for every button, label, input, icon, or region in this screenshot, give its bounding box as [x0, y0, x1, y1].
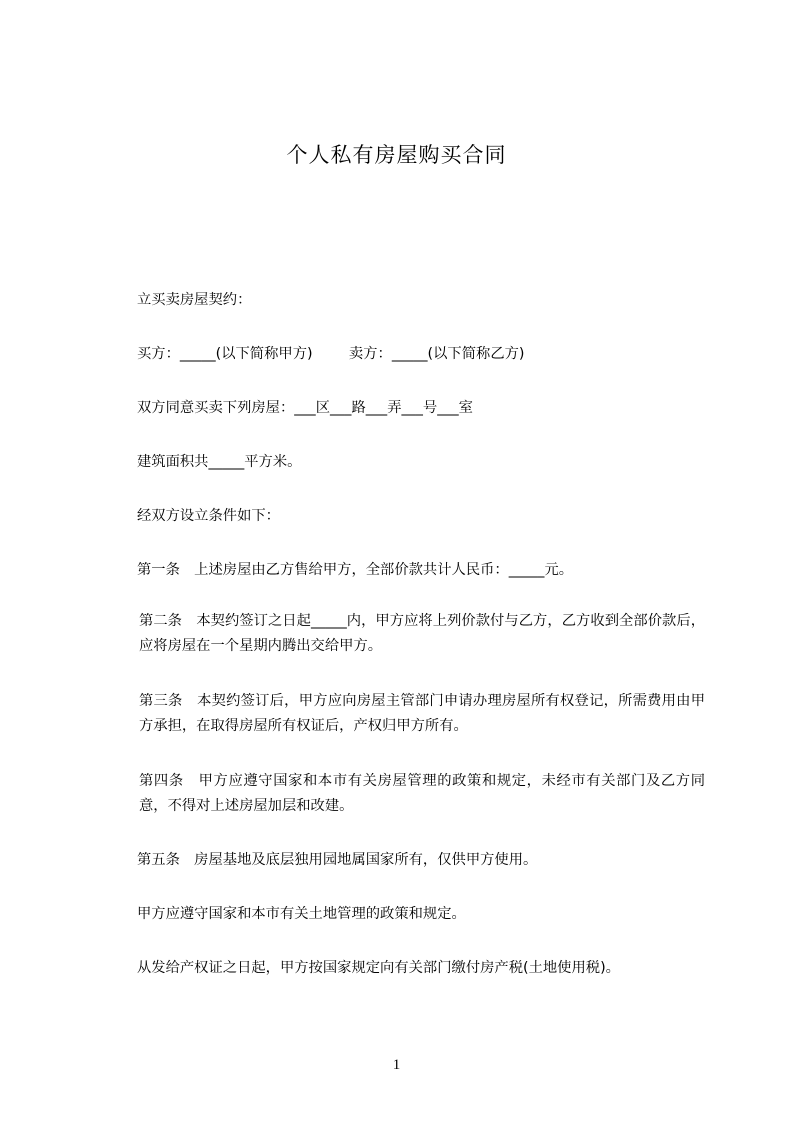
- article-5: 第五条 房屋基地及底层独用园地属国家所有，仅供甲方使用。: [137, 852, 538, 868]
- paragraph-parties: 买方：_____(以下简称甲方) 卖方：_____(以下简称乙方): [137, 346, 525, 362]
- paragraph-floor-area: 建筑面积共_____平方米。: [137, 454, 302, 470]
- paragraph-property-tax: 从发给产权证之日起，甲方按国家规定向有关部门缴付房产税(土地使用税)。: [137, 960, 620, 976]
- page-title: 个人私有房屋购买合同: [286, 143, 507, 167]
- article-1: 第一条 上述房屋由乙方售给甲方，全部价款共计人民币：_____元。: [137, 562, 574, 578]
- paragraph-land-policy: 甲方应遵守国家和本市有关土地管理的政策和规定。: [137, 906, 466, 922]
- paragraph-intro: 立买卖房屋契约：: [137, 292, 252, 308]
- article-4: 第四条 甲方应遵守国家和本市有关房屋管理的政策和规定，未经市有关部门及乙方同意，不得对上述房屋加层和改建。: [139, 773, 705, 814]
- page-number: 1: [392, 1057, 401, 1073]
- paragraph-conditions-intro: 经双方设立条件如下：: [137, 508, 280, 524]
- article-2: 第二条 本契约签订之日起_____内，甲方应将上列价款付与乙方，乙方收到全部价款后，应将房屋在一个星期内腾出交给甲方。: [139, 613, 705, 654]
- article-3: 第三条 本契约签订后，甲方应向房屋主管部门申请办理房屋所有权登记，所需费用由甲方承担，在取得房屋所有权证后，产权归甲方所有。: [139, 693, 705, 734]
- paragraph-property-address: 双方同意买卖下列房屋：___区___路___弄___号___室: [137, 400, 473, 416]
